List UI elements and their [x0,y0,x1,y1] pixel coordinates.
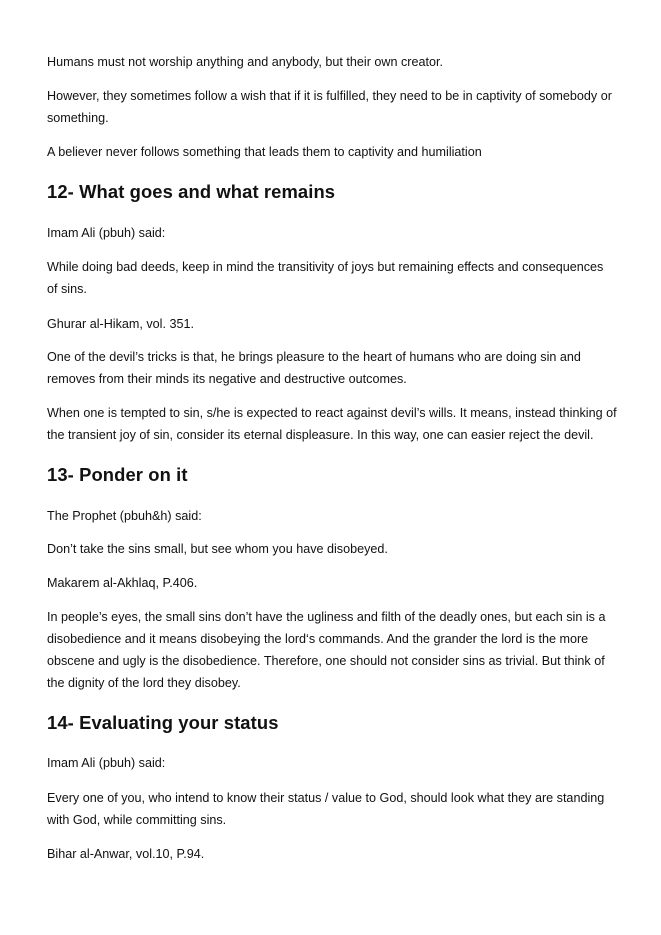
section-12-paragraph-5: When one is tempted to sin, s/he is expected to react against devil’s wills. It means, instead thinking of the transient joy of sin, consider its eternal displeasure. In this way, one can easier reject the devil. [47,406,617,442]
section-14-paragraph-2: Every one of you, who intend to know their status / value to God, should look what they are standing with God, while committing sins. [47,791,605,827]
section-12-paragraph-1: Imam Ali (pbuh) said: [47,226,166,240]
section-14-citation: Bihar al-Anwar, vol.10, P.94. [47,847,205,861]
section-12-paragraph-4: One of the devil’s tricks is that, he brings pleasure to the heart of humans who are doing sin and removes from their minds its negative and destructive outcomes. [47,350,581,386]
intro-paragraph-3: A believer never follows something that leads them to captivity and humiliation [47,145,482,159]
section-12-paragraph-2: While doing bad deeds, keep in mind the transitivity of joys but remaining effects and consequences of sins. [47,260,604,296]
section-14-paragraph-1: Imam Ali (pbuh) said: [47,756,166,770]
section-13-citation: Makarem al-Akhlaq, P.406. [47,576,198,590]
section-heading-13: 13- Ponder on it [47,464,188,485]
section-13-paragraph-4: In people’s eyes, the small sins don’t have the ugliness and filth of the deadly ones, but each sin is a disobedience and it means disobeying the lord‘s commands. And the grander the lord is the more obscene and ugly is the disobedience. Therefore, one should not consider sins as trivial. But think of the dignity of the lord they disobey. [47,610,606,690]
section-heading-12: 12- What goes and what remains [47,181,336,202]
section-13-paragraph-1: The Prophet (pbuh&h) said: [47,509,202,523]
section-12-citation: Ghurar al-Hikam, vol. 351. [47,317,194,331]
intro-paragraph-1: Humans must not worship anything and anybody, but their own creator. [47,55,443,69]
section-13-paragraph-2: Don’t take the sins small, but see whom you have disobeyed. [47,542,388,556]
section-heading-14: 14- Evaluating your status [47,712,279,733]
intro-paragraph-2: However, they sometimes follow a wish that if it is fulfilled, they need to be in captivity of somebody or something. [47,89,612,125]
